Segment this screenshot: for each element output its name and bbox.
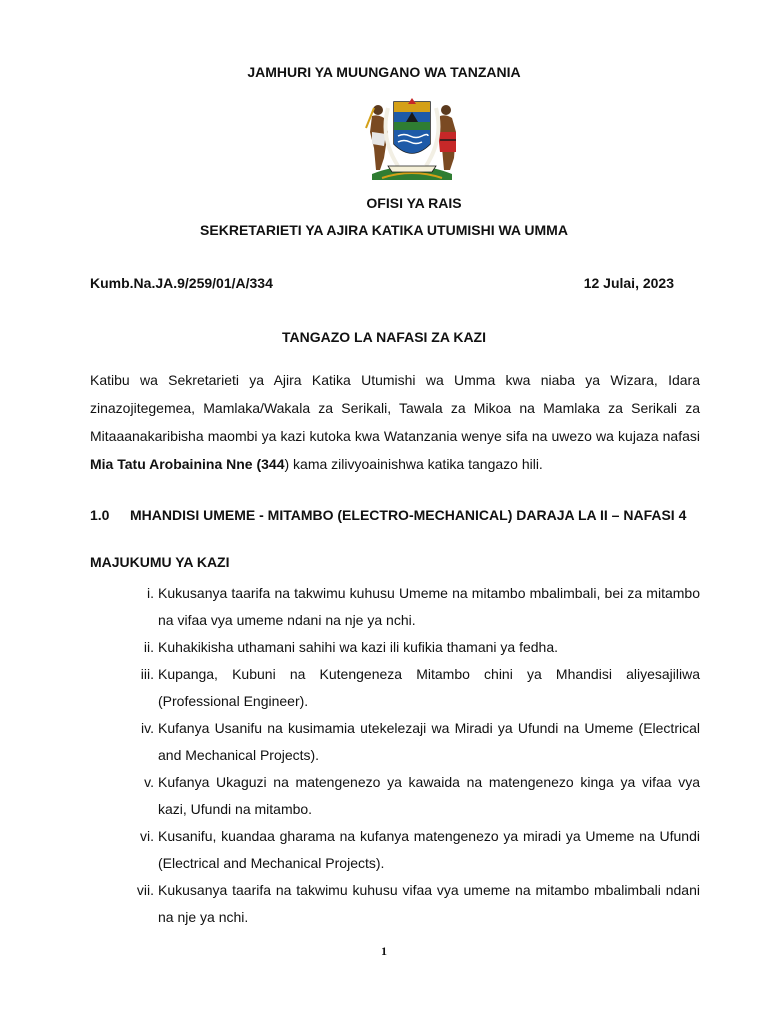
secretariat-heading: SEKRETARIETI YA AJIRA KATIKA UTUMISHI WA UMMA — [200, 222, 568, 238]
country-heading: JAMHURI YA MUUNGANO WA TANZANIA — [247, 64, 521, 80]
duty-item — [90, 823, 700, 877]
duties-list — [90, 580, 700, 931]
duty-numeral: i. — [147, 585, 154, 601]
reference-number: Kumb.Na.JA.9/259/01/A/334 — [90, 275, 273, 291]
duty-numeral: iii. — [140, 666, 154, 682]
duty-text: Kufanya Usanifu na kusimamia utekelezaji wa Miradi ya Ufundi na Umeme (Electrical and Mechanical Projects). — [158, 720, 700, 763]
duty-item — [90, 634, 700, 661]
duty-numeral: v. — [144, 774, 154, 790]
duty-numeral: vi. — [140, 828, 154, 844]
duty-item — [90, 661, 700, 715]
duty-text: Kusanifu, kuandaa gharama na kufanya matengenezo ya miradi ya Umeme na Ufundi (Electrical and Mechanical Projects). — [158, 828, 700, 871]
reference-date: 12 Julai, 2023 — [583, 275, 674, 291]
duty-text: Kukusanya taarifa na takwimu kuhusu Umeme na mitambo mbalimbali, bei za mitambo na vifaa vya umeme ndani na nje ya nchi. — [158, 585, 700, 628]
duty-text: Kuhakikisha uthamani sahihi wa kazi ili kufikia thamani ya fedha. — [158, 639, 558, 655]
coat-of-arms-icon — [358, 88, 466, 184]
duties-heading: MAJUKUMU YA KAZI — [90, 554, 230, 570]
duty-item — [90, 715, 700, 769]
page-number: 1 — [381, 944, 387, 958]
duty-item — [90, 769, 700, 823]
section-number: 1.0 — [90, 507, 110, 523]
section-title: MHANDISI UMEME - MITAMBO (ELECTRO-MECHANICAL) DARAJA LA II – NAFASI 4 — [130, 507, 687, 523]
intro-text-after: ) kama zilivyoainishwa katika tangazo hili. — [284, 456, 543, 472]
duty-numeral: iv. — [141, 720, 154, 736]
duty-text: Kukusanya taarifa na takwimu kuhusu vifaa vya umeme na mitambo mbalimbali ndani na nje ya nchi. — [158, 882, 700, 925]
duty-item — [90, 580, 700, 634]
duty-text: Kufanya Ukaguzi na matengenezo ya kawaida na matengenezo kinga ya vifaa vya kazi, Ufundi na mitambo. — [158, 774, 700, 817]
office-heading: OFISI YA RAIS — [366, 195, 462, 211]
duty-text: Kupanga, Kubuni na Kutengeneza Mitambo chini ya Mhandisi aliyesajiliwa (Professional Engineer). — [158, 666, 700, 709]
duty-item — [90, 877, 700, 931]
notice-title: TANGAZO LA NAFASI ZA KAZI — [281, 329, 487, 345]
intro-text-bold: Mia Tatu Arobainina Nne (344 — [90, 456, 285, 472]
duty-numeral: ii. — [143, 639, 154, 655]
intro-paragraph — [90, 366, 700, 478]
duty-numeral: vii. — [136, 882, 154, 898]
intro-text-before: Katibu wa Sekretarieti ya Ajira Katika Utumishi wa Umma kwa niaba ya Wizara, Idara zinazojitegemea, Mamlaka/Wakala za Serikali, Tawala za Mikoa na Mamlaka za Serikali za Mitaaanakaribisha maombi ya kazi kutoka kwa Watanzania wenye sifa na uwezo wa kujaza nafasi — [90, 372, 700, 444]
